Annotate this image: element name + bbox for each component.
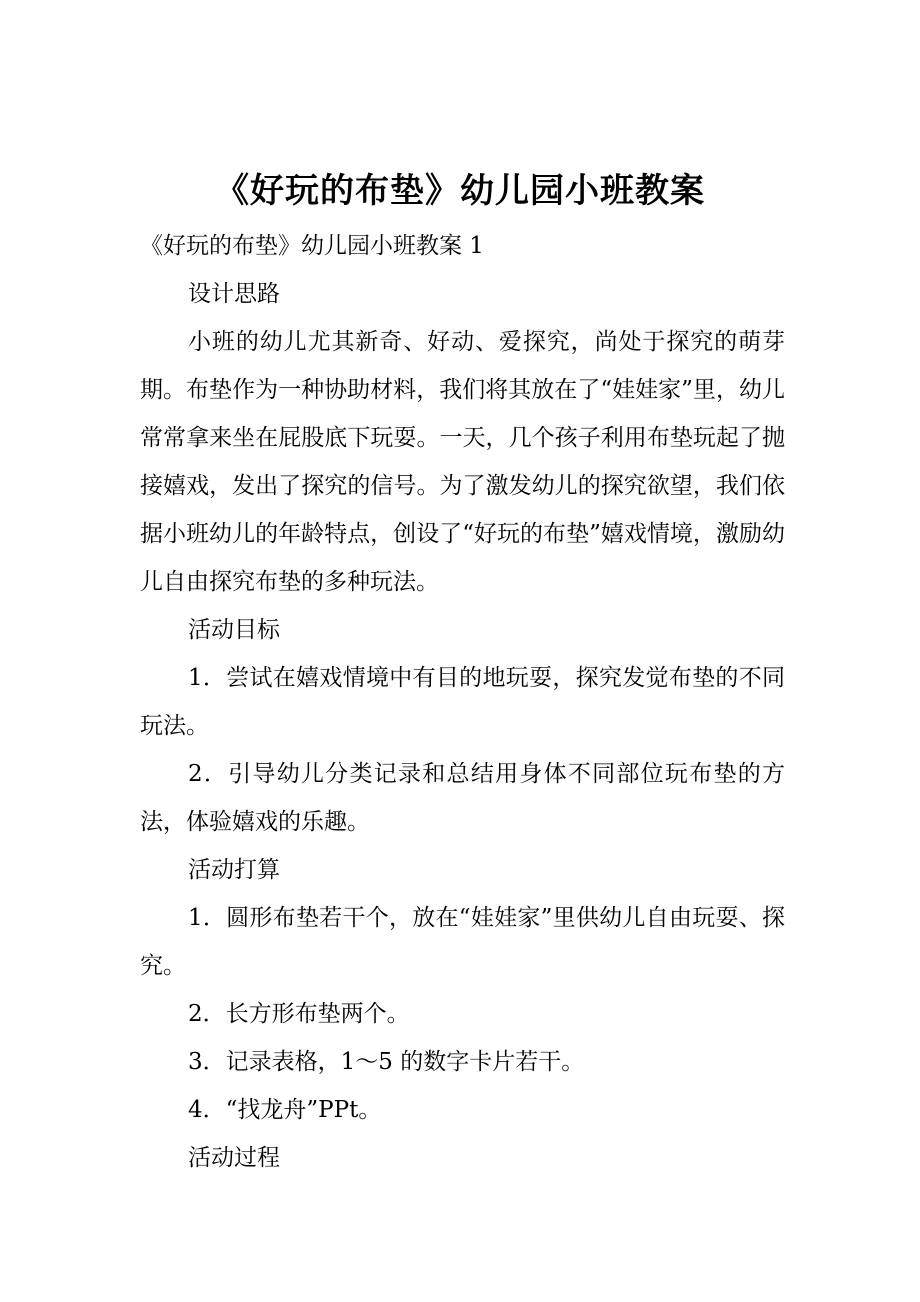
lesson-plan-subtitle: 《好玩的布垫》幼儿园小班教案 1: [140, 233, 484, 259]
design-heading: 设计思路: [188, 281, 280, 307]
document-body: [140, 222, 785, 1182]
prep-item-2: 2．长方形布垫两个。: [188, 1001, 410, 1027]
goals-heading: 活动目标: [188, 617, 280, 643]
prep-item-4: 4．“找龙舟”PPt。: [188, 1097, 382, 1123]
prep-heading: 活动打算: [188, 857, 280, 883]
design-paragraph: 小班的幼儿尤其新奇、好动、爱探究，尚处于探究的萌芽期。布垫作为一种协助材料，我们将其放在了“娃娃家”里，幼儿常常拿来坐在屁股底下玩耍。一天，几个孩子利用布垫玩起了抛接嬉戏，发出了探究的信号。为了激发幼儿的探究欲望，我们依据小班幼儿的年龄特点，创设了“好玩的布垫”嬉戏情境，激励幼儿自由探究布垫的多种玩法。: [140, 329, 785, 595]
goal-item-1: 1．尝试在嬉戏情境中有目的地玩耍，探究发觉布垫的不同玩法。: [140, 665, 785, 739]
process-heading: 活动过程: [188, 1145, 280, 1171]
document-title: 《好玩的布垫》幼儿园小班教案: [215, 170, 705, 211]
prep-item-3: 3．记录表格，1～5 的数字卡片若干。: [188, 1049, 585, 1075]
prep-item-1: 1．圆形布垫若干个，放在“娃娃家”里供幼儿自由玩耍、探究。: [140, 905, 785, 979]
goal-item-2: 2．引导幼儿分类记录和总结用身体不同部位玩布垫的方法，体验嬉戏的乐趣。: [140, 761, 785, 835]
